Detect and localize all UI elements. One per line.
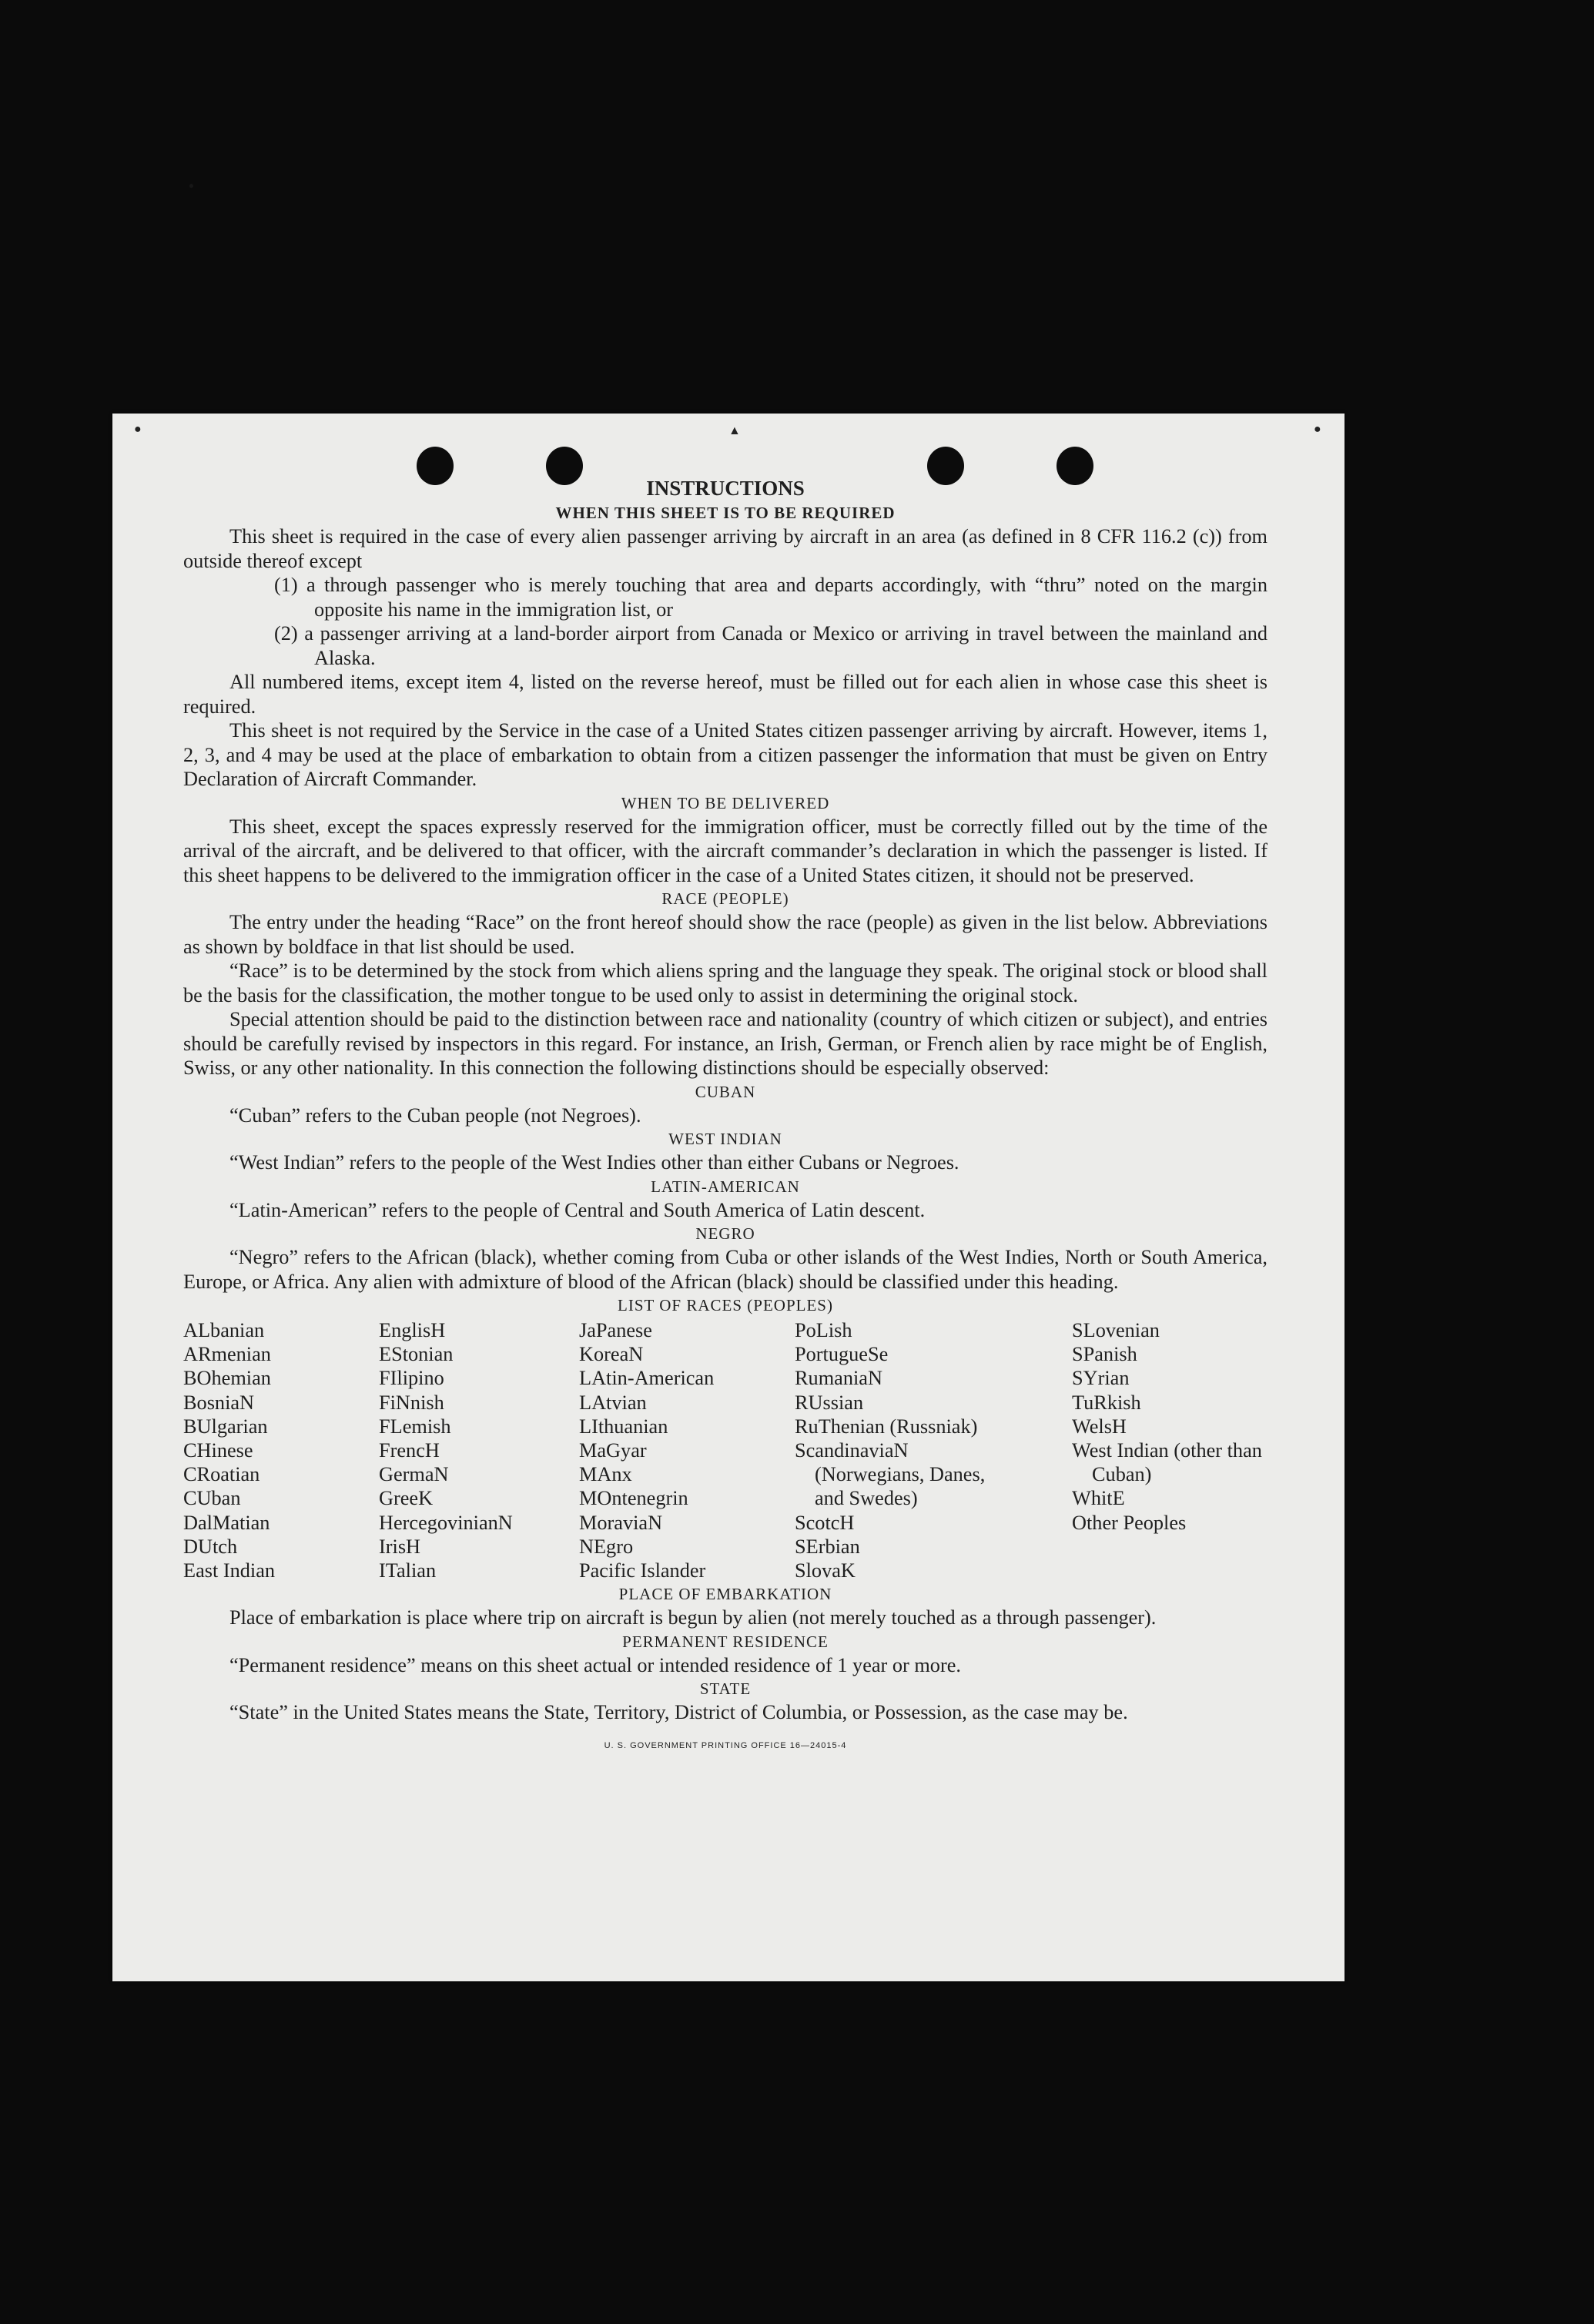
race-item: Other Peoples xyxy=(1072,1511,1187,1534)
heading-negro: NEGRO xyxy=(695,1224,755,1243)
race-item: CRoatian xyxy=(183,1463,260,1486)
page-title: INSTRUCTIONS xyxy=(646,477,805,500)
paragraph-required: This sheet is required in the case of every alien passenger arriving by aircraft in an area (as defined in 8 CFR 116.2 (c)) from outside thereof except xyxy=(183,525,1267,572)
race-column xyxy=(183,1318,379,1582)
race-item: HercegovinianN xyxy=(379,1511,513,1534)
heading-race-list: LIST OF RACES (PEOPLES) xyxy=(618,1296,833,1314)
race-item: LAtin-American xyxy=(579,1367,715,1390)
race-item: DUtch xyxy=(183,1535,238,1558)
race-item: BosniaN xyxy=(183,1391,255,1414)
race-item: BUlgarian xyxy=(183,1415,268,1438)
race-item: WhitE xyxy=(1072,1487,1125,1510)
heading-when-required: WHEN THIS SHEET IS TO BE REQUIRED xyxy=(555,504,896,522)
race-item: MoraviaN xyxy=(579,1511,663,1534)
race-item: RuThenian (Russniak) xyxy=(795,1415,978,1438)
race-item: FIlipino xyxy=(379,1367,444,1390)
race-item: DalMatian xyxy=(183,1511,270,1534)
race-item: SYrian xyxy=(1072,1367,1130,1390)
paragraph-race-nationality: Special attention should be paid to the distinction between race and nationality (country of which citizen or subject), and entries should be carefully revised by inspectors in this regard. For instance, an Irish, German, or French alien by race might be of English, Swiss, or any other nationality. In this connection the following distinctions should be especially observed: xyxy=(183,1008,1267,1079)
paragraph-latin-american: “Latin-American” refers to the people of Central and South America of Latin descent. xyxy=(229,1198,926,1221)
race-item: PoLish xyxy=(795,1319,852,1341)
exception-item-1: (1) a through passenger who is merely touching that area and departs accordingly, with “thru” noted on the margin opposite his name in the immigration list, or xyxy=(274,574,1267,621)
scan-mark: ● xyxy=(1314,423,1321,436)
paragraph-state: “State” in the United States means the State, Territory, District of Columbia, or Possession, as the case may be. xyxy=(229,1701,1128,1724)
heading-when-delivered: WHEN TO BE DELIVERED xyxy=(621,793,830,812)
race-item: RUssian xyxy=(795,1391,864,1414)
race-item: SlovaK xyxy=(795,1559,856,1582)
race-item: ITalian xyxy=(379,1559,437,1582)
race-item: PortugueSe xyxy=(795,1343,889,1366)
race-item: ARmenian xyxy=(183,1343,271,1366)
scan-mark: ▲ xyxy=(728,424,741,437)
race-item: MaGyar xyxy=(579,1439,647,1462)
race-item: SLovenian xyxy=(1072,1319,1160,1341)
race-item: West Indian (other than Cuban) xyxy=(1072,1439,1262,1486)
race-item: KoreaN xyxy=(579,1343,644,1366)
heading-state: STATE xyxy=(699,1679,752,1699)
race-item: ScandinaviaN (Norwegians, Danes, and Swedes) xyxy=(795,1439,986,1510)
paragraph-citizen: This sheet is not required by the Service in the case of a United States citizen passenger arriving by aircraft. However, items 1, 2, 3, and 4 may be used at the place of embarkation to obtain from a citizen passenger the information that must be given on Entry Declaration of Aircraft Commander. xyxy=(183,719,1267,790)
heading-race: RACE (PEOPLE) xyxy=(661,889,789,908)
race-list xyxy=(183,1318,1267,1582)
race-item: East Indian xyxy=(183,1559,276,1582)
heading-embarkation: PLACE OF EMBARKATION xyxy=(618,1585,832,1604)
race-item: SPanish xyxy=(1072,1343,1137,1366)
paragraph-west-indian: “West Indian” refers to the people of the West Indies other than either Cubans or Negroes. xyxy=(229,1151,959,1174)
paragraph-numbered-items: All numbered items, except item 4, listed on the reverse hereof, must be filled out for each alien in whose case this sheet is required. xyxy=(183,671,1267,718)
race-column xyxy=(1072,1318,1267,1582)
race-item: FrencH xyxy=(379,1439,440,1462)
race-column xyxy=(379,1318,579,1582)
race-item: SErbian xyxy=(795,1535,860,1558)
race-item: CHinese xyxy=(183,1439,253,1462)
heading-latin-american: LATIN-AMERICAN xyxy=(651,1177,800,1196)
paragraph-race-entry: The entry under the heading “Race” on the front hereof should show the race (people) as given in the list below. Abbreviations as shown by boldface in that list should be used. xyxy=(183,911,1267,958)
race-item: ScotcH xyxy=(795,1511,855,1534)
paragraph-negro: “Negro” refers to the African (black), whether coming from Cuba or other islands of the West Indies, North or South America, Europe, or Africa. Any alien with admixture of blood of the African (black) should be classified under this heading. xyxy=(183,1246,1267,1293)
instructions-text xyxy=(183,475,1267,1758)
race-item: CUban xyxy=(183,1487,241,1510)
paragraph-permanent-residence: “Permanent residence” means on this sheet actual or intended residence of 1 year or more. xyxy=(229,1653,961,1676)
race-item: JaPanese xyxy=(579,1319,652,1341)
race-item: NEgro xyxy=(579,1535,634,1558)
race-item: MAnx xyxy=(579,1463,632,1486)
race-item: EStonian xyxy=(379,1343,454,1366)
race-item: Pacific Islander xyxy=(579,1559,706,1582)
race-item: ALbanian xyxy=(183,1319,265,1341)
race-item: IrisH xyxy=(379,1535,421,1558)
race-item: TuRkish xyxy=(1072,1391,1141,1414)
printer-footer: U. S. GOVERNMENT PRINTING OFFICE 16—24015-4 xyxy=(604,1740,847,1750)
race-item: WelsH xyxy=(1072,1415,1127,1438)
heading-west-indian: WEST INDIAN xyxy=(668,1130,782,1148)
heading-permanent-residence: PERMANENT RESIDENCE xyxy=(622,1632,829,1651)
race-item: GermaN xyxy=(379,1463,449,1486)
paragraph-embarkation: Place of embarkation is place where trip on aircraft is begun by alien (not merely touched as a through passenger). xyxy=(229,1606,1157,1629)
race-item: RumaniaN xyxy=(795,1367,882,1390)
race-column xyxy=(795,1318,1072,1582)
race-column xyxy=(579,1318,795,1582)
exception-item-2: (2) a passenger arriving at a land-border airport from Canada or Mexico or arriving in travel between the mainland and Alaska. xyxy=(274,622,1267,669)
race-item: GreeK xyxy=(379,1487,434,1510)
paragraph-race-definition: “Race” is to be determined by the stock from which aliens spring and the language they speak. The original stock or blood shall be the basis for the classification, the mother tongue to be used only to assist in determining the original stock. xyxy=(183,959,1267,1006)
race-item: LIthuanian xyxy=(579,1415,668,1438)
race-item: BOhemian xyxy=(183,1367,271,1390)
scan-mark: ● xyxy=(134,423,142,436)
race-item: EnglisH xyxy=(379,1319,446,1341)
paragraph-delivered: This sheet, except the spaces expressly reserved for the immigration officer, must be correctly filled out by the time of the arrival of the aircraft, and be delivered to that officer, with the aircraft commander’s declaration in which the passenger is listed. If this sheet happens to be delivered to the immigration officer in the case of a United States citizen, it should not be preserved. xyxy=(183,815,1267,886)
heading-cuban: CUBAN xyxy=(695,1082,756,1101)
instruction-sheet xyxy=(112,414,1345,1981)
race-item: MOntenegrin xyxy=(579,1487,688,1510)
race-item: FiNnish xyxy=(379,1391,444,1414)
race-item: LAtvian xyxy=(579,1391,647,1414)
paragraph-cuban: “Cuban” refers to the Cuban people (not Negroes). xyxy=(229,1103,641,1127)
race-item: FLemish xyxy=(379,1415,451,1438)
